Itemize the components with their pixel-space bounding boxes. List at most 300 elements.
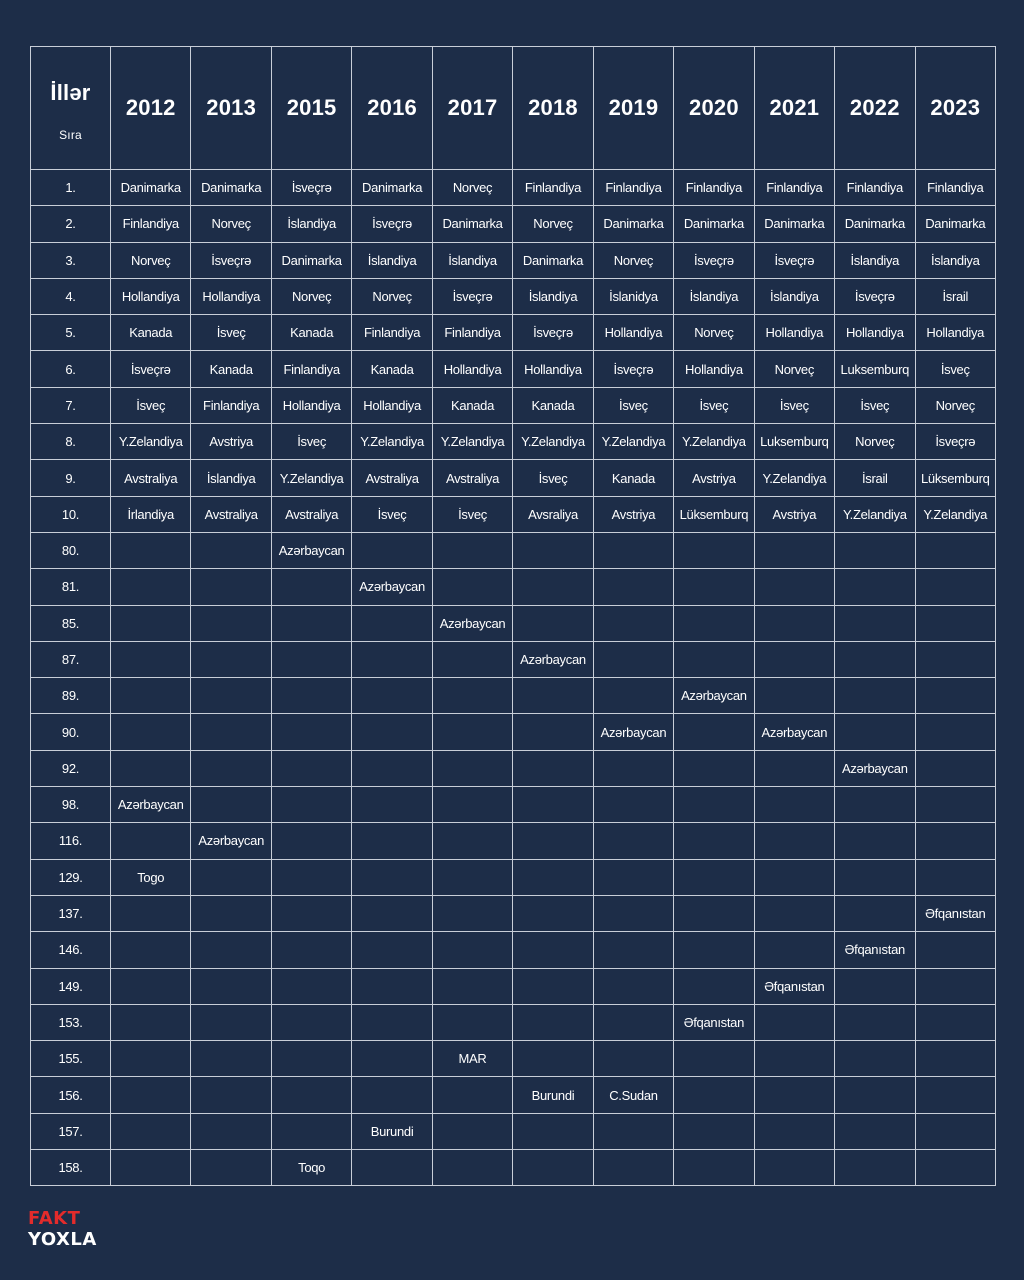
country-cell xyxy=(191,1004,271,1040)
country-cell xyxy=(191,641,271,677)
country-cell xyxy=(593,641,673,677)
country-cell xyxy=(432,678,512,714)
country-cell xyxy=(674,569,754,605)
country-cell: Kanada xyxy=(111,315,191,351)
country-cell: Danimarka xyxy=(513,242,593,278)
country-cell: Y.Zelandiya xyxy=(915,496,995,532)
country-cell xyxy=(593,1150,673,1186)
rank-cell: 137. xyxy=(31,895,111,931)
country-cell: Norveç xyxy=(754,351,834,387)
country-cell: Danimarka xyxy=(191,170,271,206)
country-cell xyxy=(191,714,271,750)
table-row xyxy=(31,1113,996,1149)
country-cell: İslandiya xyxy=(352,242,432,278)
country-cell xyxy=(754,532,834,568)
country-cell xyxy=(271,1041,351,1077)
rank-cell: 90. xyxy=(31,714,111,750)
country-cell xyxy=(593,895,673,931)
country-cell xyxy=(191,1113,271,1149)
country-cell xyxy=(352,859,432,895)
country-cell xyxy=(593,859,673,895)
country-cell: Hollandiya xyxy=(754,315,834,351)
table-row xyxy=(31,1041,996,1077)
country-cell xyxy=(915,678,995,714)
country-cell: Hollandiya xyxy=(271,387,351,423)
rank-cell: 157. xyxy=(31,1113,111,1149)
country-cell xyxy=(111,1077,191,1113)
country-cell xyxy=(271,750,351,786)
country-cell xyxy=(271,895,351,931)
country-cell xyxy=(513,1004,593,1040)
country-cell xyxy=(111,750,191,786)
country-cell: Əfqanıstan xyxy=(674,1004,754,1040)
country-cell xyxy=(271,932,351,968)
year-header: 2015 xyxy=(271,47,351,170)
country-cell xyxy=(593,1004,673,1040)
country-cell xyxy=(754,569,834,605)
country-cell xyxy=(271,605,351,641)
country-cell xyxy=(835,714,915,750)
country-cell: C.Sudan xyxy=(593,1077,673,1113)
country-cell: Hollandiya xyxy=(513,351,593,387)
country-cell: Y.Zelandiya xyxy=(835,496,915,532)
country-cell xyxy=(111,605,191,641)
country-cell: Y.Zelandiya xyxy=(593,424,673,460)
country-cell xyxy=(593,678,673,714)
country-cell xyxy=(674,1077,754,1113)
country-cell: Danimarka xyxy=(915,206,995,242)
country-cell xyxy=(915,1004,995,1040)
country-cell: Azərbaycan xyxy=(754,714,834,750)
country-cell xyxy=(835,787,915,823)
country-cell xyxy=(674,641,754,677)
rank-cell: 153. xyxy=(31,1004,111,1040)
country-cell xyxy=(593,1113,673,1149)
country-cell: Azərbaycan xyxy=(271,532,351,568)
rank-cell: 158. xyxy=(31,1150,111,1186)
country-cell xyxy=(915,750,995,786)
country-cell: Hollandiya xyxy=(352,387,432,423)
corner-header-cell xyxy=(31,47,111,170)
country-cell xyxy=(754,859,834,895)
country-cell: Togo xyxy=(111,859,191,895)
country-cell xyxy=(111,823,191,859)
logo-text-top: FAKT xyxy=(28,1208,81,1229)
rank-cell: 85. xyxy=(31,605,111,641)
country-cell xyxy=(111,532,191,568)
country-cell: İsveç xyxy=(674,387,754,423)
country-cell xyxy=(513,1113,593,1149)
country-cell xyxy=(513,859,593,895)
country-cell: Danimarka xyxy=(271,242,351,278)
country-cell xyxy=(111,569,191,605)
country-cell: İsveç xyxy=(915,351,995,387)
table-row xyxy=(31,750,996,786)
country-cell: Finlandiya xyxy=(111,206,191,242)
country-cell: Danimarka xyxy=(593,206,673,242)
country-cell: İsveç xyxy=(271,424,351,460)
table-row xyxy=(31,859,996,895)
country-cell: MAR xyxy=(432,1041,512,1077)
country-cell: Norveç xyxy=(593,242,673,278)
country-cell: Y.Zelandiya xyxy=(111,424,191,460)
country-cell: İsveç xyxy=(754,387,834,423)
country-cell xyxy=(674,1041,754,1077)
country-cell: İsveç xyxy=(513,460,593,496)
country-cell: Finlandiya xyxy=(754,170,834,206)
country-cell xyxy=(191,678,271,714)
fakt-yoxla-logo xyxy=(28,1210,97,1249)
country-cell xyxy=(754,823,834,859)
country-cell: Y.Zelandiya xyxy=(352,424,432,460)
country-cell xyxy=(754,678,834,714)
country-cell xyxy=(111,1004,191,1040)
year-header: 2013 xyxy=(191,47,271,170)
country-cell xyxy=(593,932,673,968)
country-cell xyxy=(352,1004,432,1040)
country-cell xyxy=(915,1150,995,1186)
country-cell xyxy=(432,1004,512,1040)
country-cell: Norveç xyxy=(674,315,754,351)
country-cell xyxy=(271,787,351,823)
table-row xyxy=(31,206,996,242)
year-header: 2020 xyxy=(674,47,754,170)
country-cell xyxy=(352,968,432,1004)
table-row xyxy=(31,968,996,1004)
year-header: 2018 xyxy=(513,47,593,170)
table-row xyxy=(31,823,996,859)
country-cell xyxy=(111,678,191,714)
country-cell: İsveç xyxy=(191,315,271,351)
country-cell xyxy=(835,1077,915,1113)
country-cell: Hollandiya xyxy=(835,315,915,351)
country-cell: Hollandiya xyxy=(593,315,673,351)
country-cell: Lüksemburq xyxy=(674,496,754,532)
country-cell: Finlandiya xyxy=(432,315,512,351)
year-header: 2017 xyxy=(432,47,512,170)
country-cell xyxy=(754,932,834,968)
country-cell: Finlandiya xyxy=(513,170,593,206)
country-cell xyxy=(593,787,673,823)
country-cell xyxy=(754,1113,834,1149)
rank-cell: 4. xyxy=(31,278,111,314)
country-cell: Luksemburq xyxy=(754,424,834,460)
rank-cell: 149. xyxy=(31,968,111,1004)
table-row xyxy=(31,678,996,714)
country-cell xyxy=(513,932,593,968)
country-cell xyxy=(432,895,512,931)
country-cell: Lüksemburq xyxy=(915,460,995,496)
table-row xyxy=(31,932,996,968)
country-cell: Azərbaycan xyxy=(835,750,915,786)
country-cell: Kanada xyxy=(513,387,593,423)
country-cell: Hollandiya xyxy=(674,351,754,387)
country-cell xyxy=(352,932,432,968)
table-row xyxy=(31,351,996,387)
country-cell xyxy=(513,678,593,714)
country-cell xyxy=(352,641,432,677)
country-cell: Əfqanıstan xyxy=(754,968,834,1004)
country-cell xyxy=(593,605,673,641)
country-cell xyxy=(593,532,673,568)
country-cell: Norveç xyxy=(915,387,995,423)
country-cell xyxy=(915,641,995,677)
table-body xyxy=(31,170,996,1186)
country-cell xyxy=(432,532,512,568)
rank-cell: 129. xyxy=(31,859,111,895)
country-cell xyxy=(674,1150,754,1186)
country-cell xyxy=(754,1077,834,1113)
country-cell xyxy=(915,714,995,750)
country-cell xyxy=(754,641,834,677)
country-cell xyxy=(352,1077,432,1113)
country-cell: Norveç xyxy=(432,170,512,206)
country-cell: Y.Zelandiya xyxy=(674,424,754,460)
country-cell xyxy=(754,787,834,823)
country-cell xyxy=(915,859,995,895)
country-cell xyxy=(754,1004,834,1040)
rank-cell: 92. xyxy=(31,750,111,786)
country-cell xyxy=(191,968,271,1004)
country-cell: Norveç xyxy=(835,424,915,460)
ranking-table xyxy=(30,46,996,1186)
country-cell xyxy=(674,968,754,1004)
country-cell: Azərbaycan xyxy=(432,605,512,641)
country-cell xyxy=(191,1077,271,1113)
country-cell: İsveç xyxy=(352,496,432,532)
country-cell: Toqo xyxy=(271,1150,351,1186)
country-cell xyxy=(111,1041,191,1077)
year-header: 2016 xyxy=(352,47,432,170)
rank-cell: 146. xyxy=(31,932,111,968)
country-cell xyxy=(352,750,432,786)
country-cell xyxy=(835,1041,915,1077)
rank-cell: 8. xyxy=(31,424,111,460)
country-cell xyxy=(432,641,512,677)
country-cell xyxy=(513,605,593,641)
rank-cell: 7. xyxy=(31,387,111,423)
country-cell: Kanada xyxy=(271,315,351,351)
rank-cell: 1. xyxy=(31,170,111,206)
country-cell xyxy=(915,532,995,568)
rank-cell: 10. xyxy=(31,496,111,532)
country-cell xyxy=(915,823,995,859)
country-cell xyxy=(835,641,915,677)
table-row xyxy=(31,242,996,278)
country-cell xyxy=(352,714,432,750)
country-cell xyxy=(754,1150,834,1186)
country-cell: İsveçrə xyxy=(111,351,191,387)
country-cell xyxy=(191,750,271,786)
country-cell: Finlandiya xyxy=(593,170,673,206)
country-cell: İsveçrə xyxy=(432,278,512,314)
country-cell: Burundi xyxy=(352,1113,432,1149)
country-cell xyxy=(432,1077,512,1113)
country-cell: İsrail xyxy=(835,460,915,496)
country-cell: İsrail xyxy=(915,278,995,314)
country-cell xyxy=(915,605,995,641)
country-cell xyxy=(352,605,432,641)
rank-cell: 6. xyxy=(31,351,111,387)
country-cell xyxy=(674,823,754,859)
country-cell xyxy=(513,968,593,1004)
country-cell xyxy=(271,859,351,895)
country-cell xyxy=(432,569,512,605)
rank-cell: 89. xyxy=(31,678,111,714)
country-cell xyxy=(835,895,915,931)
country-cell xyxy=(352,532,432,568)
country-cell xyxy=(432,823,512,859)
country-cell xyxy=(835,968,915,1004)
country-cell xyxy=(593,1041,673,1077)
country-cell: İsveçrə xyxy=(593,351,673,387)
rank-cell: 116. xyxy=(31,823,111,859)
country-cell xyxy=(111,1150,191,1186)
country-cell xyxy=(352,787,432,823)
country-cell: Danimarka xyxy=(352,170,432,206)
country-cell xyxy=(513,532,593,568)
country-cell xyxy=(835,1004,915,1040)
country-cell xyxy=(191,895,271,931)
country-cell: Norveç xyxy=(352,278,432,314)
country-cell xyxy=(271,1077,351,1113)
country-cell: Hollandiya xyxy=(111,278,191,314)
header-row xyxy=(31,47,996,170)
country-cell xyxy=(271,968,351,1004)
country-cell xyxy=(835,859,915,895)
country-cell xyxy=(835,823,915,859)
country-cell xyxy=(191,532,271,568)
country-cell xyxy=(754,750,834,786)
country-cell xyxy=(513,895,593,931)
logo-text-bottom: YOXLA xyxy=(28,1229,97,1250)
country-cell: İsveçrə xyxy=(513,315,593,351)
country-cell xyxy=(352,1150,432,1186)
country-cell: İslanidya xyxy=(593,278,673,314)
country-cell xyxy=(513,714,593,750)
country-cell xyxy=(754,605,834,641)
country-cell: İsveçrə xyxy=(674,242,754,278)
country-cell xyxy=(111,968,191,1004)
country-cell: İrlandiya xyxy=(111,496,191,532)
country-cell xyxy=(915,932,995,968)
table-row xyxy=(31,1150,996,1186)
years-label: İllər xyxy=(50,80,91,105)
country-cell: Avstriya xyxy=(593,496,673,532)
table-row xyxy=(31,787,996,823)
country-cell xyxy=(835,605,915,641)
year-header: 2012 xyxy=(111,47,191,170)
table-row xyxy=(31,641,996,677)
country-cell xyxy=(915,1077,995,1113)
country-cell: Hollandiya xyxy=(432,351,512,387)
table-row xyxy=(31,605,996,641)
country-cell: Finlandiya xyxy=(352,315,432,351)
country-cell: Y.Zelandiya xyxy=(271,460,351,496)
rank-cell: 87. xyxy=(31,641,111,677)
year-header: 2023 xyxy=(915,47,995,170)
country-cell: Avstraliya xyxy=(352,460,432,496)
country-cell: İsveç xyxy=(835,387,915,423)
country-cell xyxy=(674,532,754,568)
country-cell: Əfqanıstan xyxy=(835,932,915,968)
country-cell: İslandiya xyxy=(674,278,754,314)
country-cell xyxy=(432,932,512,968)
country-cell: Avstraliya xyxy=(111,460,191,496)
country-cell: İslandiya xyxy=(432,242,512,278)
rank-cell: 81. xyxy=(31,569,111,605)
table-row xyxy=(31,569,996,605)
table-row xyxy=(31,424,996,460)
country-cell: Azərbaycan xyxy=(513,641,593,677)
country-cell xyxy=(352,1041,432,1077)
country-cell: Finlandiya xyxy=(191,387,271,423)
table-row xyxy=(31,496,996,532)
country-cell xyxy=(191,569,271,605)
country-cell: Azərbaycan xyxy=(352,569,432,605)
table-row xyxy=(31,460,996,496)
country-cell: Danimarka xyxy=(674,206,754,242)
country-cell: Danimarka xyxy=(432,206,512,242)
country-cell xyxy=(352,895,432,931)
country-cell: Hollandiya xyxy=(915,315,995,351)
country-cell xyxy=(754,1041,834,1077)
country-cell: Əfqanıstan xyxy=(915,895,995,931)
country-cell xyxy=(674,1113,754,1149)
table-row xyxy=(31,278,996,314)
country-cell xyxy=(432,714,512,750)
rank-cell: 155. xyxy=(31,1041,111,1077)
country-cell xyxy=(835,1150,915,1186)
country-cell: Azərbaycan xyxy=(191,823,271,859)
country-cell xyxy=(271,569,351,605)
country-cell xyxy=(271,1113,351,1149)
country-cell: Avsraliya xyxy=(513,496,593,532)
country-cell xyxy=(271,1004,351,1040)
country-cell xyxy=(513,823,593,859)
country-cell: İsveç xyxy=(593,387,673,423)
country-cell: Azərbaycan xyxy=(111,787,191,823)
country-cell xyxy=(835,1113,915,1149)
country-cell xyxy=(432,859,512,895)
country-cell xyxy=(271,678,351,714)
table-row xyxy=(31,714,996,750)
country-cell xyxy=(593,750,673,786)
country-cell xyxy=(754,895,834,931)
year-header: 2019 xyxy=(593,47,673,170)
country-cell: Norveç xyxy=(513,206,593,242)
country-cell xyxy=(191,932,271,968)
country-cell xyxy=(352,823,432,859)
country-cell: Kanada xyxy=(191,351,271,387)
year-header: 2021 xyxy=(754,47,834,170)
country-cell xyxy=(111,1113,191,1149)
rank-cell: 156. xyxy=(31,1077,111,1113)
table-row xyxy=(31,170,996,206)
rank-label: Sıra xyxy=(59,128,82,142)
country-cell: Finlandiya xyxy=(674,170,754,206)
country-cell: Kanada xyxy=(432,387,512,423)
country-cell xyxy=(191,1150,271,1186)
country-cell: İsveçrə xyxy=(352,206,432,242)
country-cell: Finlandiya xyxy=(271,351,351,387)
country-cell xyxy=(513,787,593,823)
country-cell: Avstriya xyxy=(191,424,271,460)
country-cell: Avstraliya xyxy=(432,460,512,496)
country-cell xyxy=(674,714,754,750)
country-cell xyxy=(432,1113,512,1149)
rank-cell: 3. xyxy=(31,242,111,278)
